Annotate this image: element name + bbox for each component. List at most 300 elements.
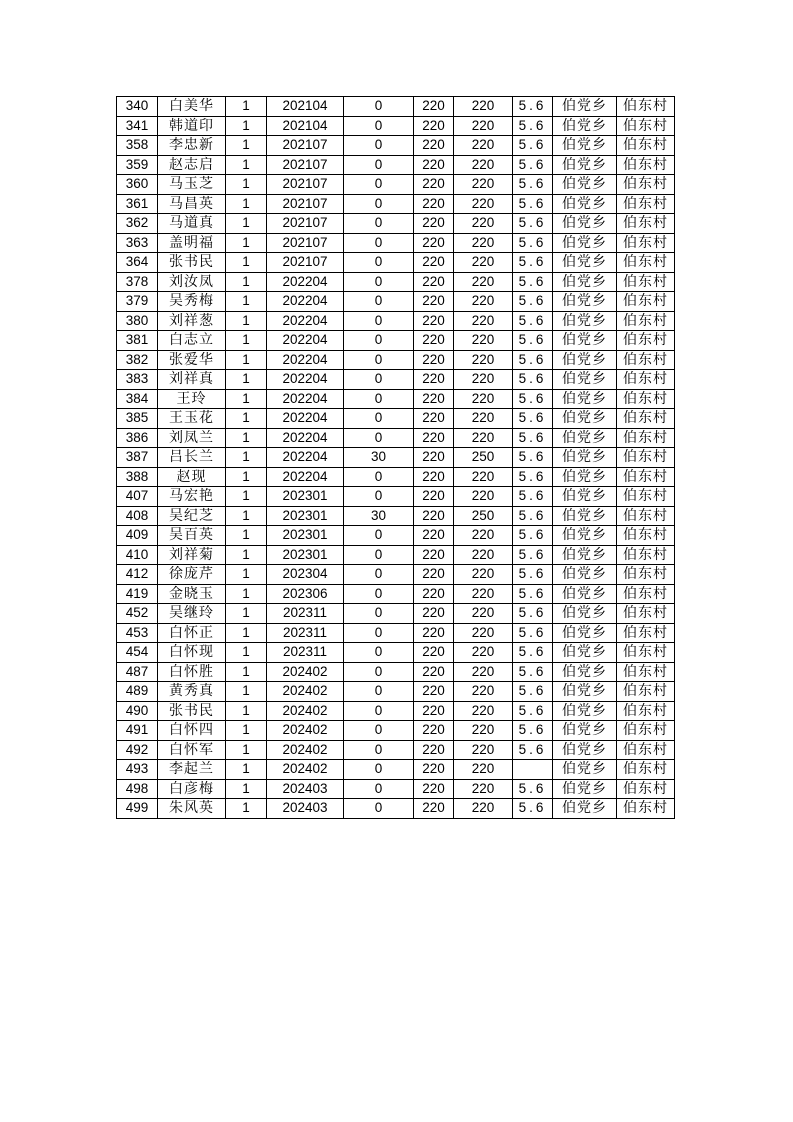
table-row [117, 799, 675, 819]
rate-cell: 5.6 [513, 526, 553, 546]
total-amount-cell: 220 [454, 233, 513, 253]
person-name-cell: 金晓玉 [158, 584, 226, 604]
person-name-cell: 李起兰 [158, 760, 226, 780]
rate-cell: 5.6 [513, 97, 553, 117]
person-name-cell: 赵志启 [158, 155, 226, 175]
count-cell: 1 [226, 311, 267, 331]
table-row [117, 233, 675, 253]
record-id-cell: 382 [117, 350, 158, 370]
total-amount-cell: 220 [454, 760, 513, 780]
total-amount-cell: 220 [454, 701, 513, 721]
township-cell: 伯党乡 [553, 389, 617, 409]
table-row [117, 97, 675, 117]
base-amount-cell: 220 [414, 526, 454, 546]
table-row [117, 526, 675, 546]
extra-amount-cell: 0 [344, 467, 414, 487]
extra-amount-cell: 0 [344, 350, 414, 370]
rate-cell: 5.6 [513, 740, 553, 760]
record-id-cell: 407 [117, 487, 158, 507]
extra-amount-cell: 0 [344, 682, 414, 702]
village-cell: 伯东村 [617, 136, 675, 156]
village-cell: 伯东村 [617, 487, 675, 507]
extra-amount-cell: 0 [344, 155, 414, 175]
person-name-cell: 张书民 [158, 701, 226, 721]
person-name-cell: 马宏艳 [158, 487, 226, 507]
rate-cell: 5.6 [513, 389, 553, 409]
village-cell: 伯东村 [617, 701, 675, 721]
village-cell: 伯东村 [617, 623, 675, 643]
township-cell: 伯党乡 [553, 799, 617, 819]
person-name-cell: 白怀胜 [158, 662, 226, 682]
count-cell: 1 [226, 604, 267, 624]
base-amount-cell: 220 [414, 389, 454, 409]
township-cell: 伯党乡 [553, 623, 617, 643]
rate-cell: 5.6 [513, 682, 553, 702]
base-amount-cell: 220 [414, 701, 454, 721]
record-id-cell: 381 [117, 331, 158, 351]
month-cell: 202107 [267, 155, 344, 175]
total-amount-cell: 220 [454, 370, 513, 390]
extra-amount-cell: 0 [344, 526, 414, 546]
count-cell: 1 [226, 760, 267, 780]
extra-amount-cell: 0 [344, 136, 414, 156]
count-cell: 1 [226, 253, 267, 273]
extra-amount-cell: 0 [344, 643, 414, 663]
total-amount-cell: 220 [454, 214, 513, 234]
record-id-cell: 491 [117, 721, 158, 741]
township-cell: 伯党乡 [553, 721, 617, 741]
person-name-cell: 白美华 [158, 97, 226, 117]
extra-amount-cell: 0 [344, 760, 414, 780]
month-cell: 202301 [267, 545, 344, 565]
record-id-cell: 380 [117, 311, 158, 331]
month-cell: 202204 [267, 467, 344, 487]
month-cell: 202204 [267, 311, 344, 331]
count-cell: 1 [226, 467, 267, 487]
month-cell: 202402 [267, 682, 344, 702]
township-cell: 伯党乡 [553, 643, 617, 663]
record-id-cell: 410 [117, 545, 158, 565]
count-cell: 1 [226, 331, 267, 351]
village-cell: 伯东村 [617, 682, 675, 702]
count-cell: 1 [226, 721, 267, 741]
table-body [117, 97, 675, 819]
month-cell: 202107 [267, 253, 344, 273]
base-amount-cell: 220 [414, 467, 454, 487]
table-row [117, 155, 675, 175]
record-id-cell: 364 [117, 253, 158, 273]
rate-cell: 5.6 [513, 721, 553, 741]
township-cell: 伯党乡 [553, 448, 617, 468]
extra-amount-cell: 0 [344, 370, 414, 390]
extra-amount-cell: 0 [344, 604, 414, 624]
record-id-cell: 360 [117, 175, 158, 195]
village-cell: 伯东村 [617, 409, 675, 429]
rate-cell: 5.6 [513, 662, 553, 682]
count-cell: 1 [226, 116, 267, 136]
township-cell: 伯党乡 [553, 565, 617, 585]
total-amount-cell: 220 [454, 136, 513, 156]
table-row [117, 779, 675, 799]
extra-amount-cell: 0 [344, 194, 414, 214]
table-row [117, 760, 675, 780]
base-amount-cell: 220 [414, 194, 454, 214]
month-cell: 202107 [267, 194, 344, 214]
total-amount-cell: 220 [454, 428, 513, 448]
village-cell: 伯东村 [617, 799, 675, 819]
person-name-cell: 刘汝凤 [158, 272, 226, 292]
count-cell: 1 [226, 155, 267, 175]
count-cell: 1 [226, 136, 267, 156]
count-cell: 1 [226, 662, 267, 682]
person-name-cell: 吴纪芝 [158, 506, 226, 526]
base-amount-cell: 220 [414, 370, 454, 390]
record-id-cell: 340 [117, 97, 158, 117]
table-row [117, 467, 675, 487]
record-id-cell: 412 [117, 565, 158, 585]
record-id-cell: 498 [117, 779, 158, 799]
base-amount-cell: 220 [414, 448, 454, 468]
township-cell: 伯党乡 [553, 331, 617, 351]
township-cell: 伯党乡 [553, 526, 617, 546]
table-row [117, 116, 675, 136]
month-cell: 202311 [267, 623, 344, 643]
person-name-cell: 张爱华 [158, 350, 226, 370]
township-cell: 伯党乡 [553, 350, 617, 370]
township-cell: 伯党乡 [553, 779, 617, 799]
base-amount-cell: 220 [414, 487, 454, 507]
table-row [117, 311, 675, 331]
village-cell: 伯东村 [617, 233, 675, 253]
subsidy-table [116, 96, 675, 819]
base-amount-cell: 220 [414, 740, 454, 760]
record-id-cell: 388 [117, 467, 158, 487]
table-row [117, 370, 675, 390]
person-name-cell: 白志立 [158, 331, 226, 351]
record-id-cell: 454 [117, 643, 158, 663]
total-amount-cell: 220 [454, 389, 513, 409]
record-id-cell: 386 [117, 428, 158, 448]
total-amount-cell: 220 [454, 311, 513, 331]
township-cell: 伯党乡 [553, 740, 617, 760]
record-id-cell: 490 [117, 701, 158, 721]
count-cell: 1 [226, 526, 267, 546]
month-cell: 202301 [267, 487, 344, 507]
month-cell: 202107 [267, 136, 344, 156]
table-row [117, 428, 675, 448]
person-name-cell: 马玉芝 [158, 175, 226, 195]
person-name-cell: 李忠新 [158, 136, 226, 156]
total-amount-cell: 220 [454, 526, 513, 546]
table-row [117, 272, 675, 292]
total-amount-cell: 220 [454, 350, 513, 370]
base-amount-cell: 220 [414, 721, 454, 741]
person-name-cell: 赵现 [158, 467, 226, 487]
table-row [117, 136, 675, 156]
record-id-cell: 409 [117, 526, 158, 546]
count-cell: 1 [226, 428, 267, 448]
person-name-cell: 朱风英 [158, 799, 226, 819]
village-cell: 伯东村 [617, 97, 675, 117]
table-row [117, 487, 675, 507]
count-cell: 1 [226, 506, 267, 526]
count-cell: 1 [226, 389, 267, 409]
table-row [117, 682, 675, 702]
township-cell: 伯党乡 [553, 214, 617, 234]
extra-amount-cell: 0 [344, 623, 414, 643]
total-amount-cell: 220 [454, 97, 513, 117]
total-amount-cell: 220 [454, 721, 513, 741]
month-cell: 202402 [267, 721, 344, 741]
total-amount-cell: 250 [454, 506, 513, 526]
total-amount-cell: 220 [454, 409, 513, 429]
table-row [117, 194, 675, 214]
month-cell: 202306 [267, 584, 344, 604]
record-id-cell: 383 [117, 370, 158, 390]
person-name-cell: 吴继玲 [158, 604, 226, 624]
month-cell: 202107 [267, 175, 344, 195]
table-row [117, 253, 675, 273]
record-id-cell: 358 [117, 136, 158, 156]
base-amount-cell: 220 [414, 350, 454, 370]
extra-amount-cell: 0 [344, 662, 414, 682]
month-cell: 202402 [267, 740, 344, 760]
record-id-cell: 452 [117, 604, 158, 624]
person-name-cell: 刘凤兰 [158, 428, 226, 448]
base-amount-cell: 220 [414, 779, 454, 799]
total-amount-cell: 220 [454, 584, 513, 604]
table-row [117, 565, 675, 585]
table-row [117, 721, 675, 741]
month-cell: 202301 [267, 526, 344, 546]
total-amount-cell: 220 [454, 623, 513, 643]
record-id-cell: 387 [117, 448, 158, 468]
person-name-cell: 吴秀梅 [158, 292, 226, 312]
township-cell: 伯党乡 [553, 428, 617, 448]
total-amount-cell: 220 [454, 740, 513, 760]
table-row [117, 506, 675, 526]
rate-cell: 5.6 [513, 175, 553, 195]
village-cell: 伯东村 [617, 272, 675, 292]
count-cell: 1 [226, 565, 267, 585]
month-cell: 202204 [267, 389, 344, 409]
record-id-cell: 359 [117, 155, 158, 175]
rate-cell: 5.6 [513, 584, 553, 604]
rate-cell: 5.6 [513, 194, 553, 214]
base-amount-cell: 220 [414, 116, 454, 136]
village-cell: 伯东村 [617, 662, 675, 682]
record-id-cell: 362 [117, 214, 158, 234]
table-row [117, 643, 675, 663]
extra-amount-cell: 0 [344, 253, 414, 273]
count-cell: 1 [226, 175, 267, 195]
rate-cell: 5.6 [513, 506, 553, 526]
rate-cell: 5.6 [513, 370, 553, 390]
rate-cell: 5.6 [513, 311, 553, 331]
township-cell: 伯党乡 [553, 682, 617, 702]
count-cell: 1 [226, 448, 267, 468]
month-cell: 202402 [267, 760, 344, 780]
record-id-cell: 341 [117, 116, 158, 136]
month-cell: 202107 [267, 233, 344, 253]
township-cell: 伯党乡 [553, 370, 617, 390]
person-name-cell: 盖明福 [158, 233, 226, 253]
month-cell: 202204 [267, 331, 344, 351]
rate-cell: 5.6 [513, 253, 553, 273]
village-cell: 伯东村 [617, 467, 675, 487]
month-cell: 202204 [267, 370, 344, 390]
base-amount-cell: 220 [414, 97, 454, 117]
person-name-cell: 吴百英 [158, 526, 226, 546]
village-cell: 伯东村 [617, 779, 675, 799]
count-cell: 1 [226, 584, 267, 604]
person-name-cell: 白怀现 [158, 643, 226, 663]
township-cell: 伯党乡 [553, 311, 617, 331]
village-cell: 伯东村 [617, 760, 675, 780]
township-cell: 伯党乡 [553, 662, 617, 682]
table-row [117, 740, 675, 760]
record-id-cell: 384 [117, 389, 158, 409]
total-amount-cell: 220 [454, 779, 513, 799]
count-cell: 1 [226, 545, 267, 565]
person-name-cell: 刘祥真 [158, 370, 226, 390]
extra-amount-cell: 0 [344, 721, 414, 741]
rate-cell: 5.6 [513, 779, 553, 799]
village-cell: 伯东村 [617, 331, 675, 351]
village-cell: 伯东村 [617, 389, 675, 409]
table-row [117, 604, 675, 624]
count-cell: 1 [226, 799, 267, 819]
township-cell: 伯党乡 [553, 175, 617, 195]
record-id-cell: 487 [117, 662, 158, 682]
extra-amount-cell: 0 [344, 233, 414, 253]
count-cell: 1 [226, 350, 267, 370]
month-cell: 202301 [267, 506, 344, 526]
base-amount-cell: 220 [414, 175, 454, 195]
rate-cell: 5.6 [513, 409, 553, 429]
extra-amount-cell: 0 [344, 565, 414, 585]
month-cell: 202107 [267, 214, 344, 234]
record-id-cell: 499 [117, 799, 158, 819]
rate-cell: 5.6 [513, 292, 553, 312]
extra-amount-cell: 0 [344, 799, 414, 819]
table-row [117, 389, 675, 409]
month-cell: 202204 [267, 292, 344, 312]
table-row [117, 545, 675, 565]
township-cell: 伯党乡 [553, 604, 617, 624]
village-cell: 伯东村 [617, 292, 675, 312]
table-row [117, 350, 675, 370]
person-name-cell: 马昌英 [158, 194, 226, 214]
count-cell: 1 [226, 214, 267, 234]
extra-amount-cell: 0 [344, 214, 414, 234]
rate-cell: 5.6 [513, 448, 553, 468]
village-cell: 伯东村 [617, 253, 675, 273]
township-cell: 伯党乡 [553, 292, 617, 312]
base-amount-cell: 220 [414, 331, 454, 351]
base-amount-cell: 220 [414, 409, 454, 429]
village-cell: 伯东村 [617, 175, 675, 195]
table-row [117, 701, 675, 721]
table-row [117, 623, 675, 643]
base-amount-cell: 220 [414, 662, 454, 682]
person-name-cell: 吕长兰 [158, 448, 226, 468]
village-cell: 伯东村 [617, 565, 675, 585]
month-cell: 202204 [267, 448, 344, 468]
rate-cell: 5.6 [513, 136, 553, 156]
extra-amount-cell: 30 [344, 506, 414, 526]
rate-cell: 5.6 [513, 799, 553, 819]
extra-amount-cell: 0 [344, 389, 414, 409]
count-cell: 1 [226, 292, 267, 312]
base-amount-cell: 220 [414, 506, 454, 526]
person-name-cell: 王玲 [158, 389, 226, 409]
base-amount-cell: 220 [414, 253, 454, 273]
township-cell: 伯党乡 [553, 760, 617, 780]
month-cell: 202104 [267, 97, 344, 117]
month-cell: 202311 [267, 604, 344, 624]
total-amount-cell: 220 [454, 272, 513, 292]
township-cell: 伯党乡 [553, 253, 617, 273]
table-row [117, 175, 675, 195]
total-amount-cell: 220 [454, 253, 513, 273]
base-amount-cell: 220 [414, 604, 454, 624]
base-amount-cell: 220 [414, 760, 454, 780]
rate-cell: 5.6 [513, 331, 553, 351]
extra-amount-cell: 30 [344, 448, 414, 468]
extra-amount-cell: 0 [344, 584, 414, 604]
village-cell: 伯东村 [617, 643, 675, 663]
total-amount-cell: 250 [454, 448, 513, 468]
month-cell: 202402 [267, 701, 344, 721]
base-amount-cell: 220 [414, 136, 454, 156]
village-cell: 伯东村 [617, 428, 675, 448]
total-amount-cell: 220 [454, 545, 513, 565]
base-amount-cell: 220 [414, 311, 454, 331]
base-amount-cell: 220 [414, 428, 454, 448]
month-cell: 202204 [267, 272, 344, 292]
person-name-cell: 白怀军 [158, 740, 226, 760]
village-cell: 伯东村 [617, 584, 675, 604]
extra-amount-cell: 0 [344, 311, 414, 331]
record-id-cell: 385 [117, 409, 158, 429]
count-cell: 1 [226, 487, 267, 507]
base-amount-cell: 220 [414, 292, 454, 312]
month-cell: 202311 [267, 643, 344, 663]
rate-cell: 5.6 [513, 350, 553, 370]
person-name-cell: 马道真 [158, 214, 226, 234]
rate-cell: 5.6 [513, 701, 553, 721]
rate-cell: 5.6 [513, 155, 553, 175]
person-name-cell: 王玉花 [158, 409, 226, 429]
rate-cell: 5.6 [513, 604, 553, 624]
record-id-cell: 489 [117, 682, 158, 702]
count-cell: 1 [226, 682, 267, 702]
rate-cell: 5.6 [513, 116, 553, 136]
extra-amount-cell: 0 [344, 545, 414, 565]
extra-amount-cell: 0 [344, 701, 414, 721]
person-name-cell: 白怀四 [158, 721, 226, 741]
village-cell: 伯东村 [617, 194, 675, 214]
base-amount-cell: 220 [414, 682, 454, 702]
total-amount-cell: 220 [454, 292, 513, 312]
rate-cell: 5.6 [513, 487, 553, 507]
month-cell: 202403 [267, 799, 344, 819]
extra-amount-cell: 0 [344, 740, 414, 760]
count-cell: 1 [226, 740, 267, 760]
record-id-cell: 492 [117, 740, 158, 760]
township-cell: 伯党乡 [553, 467, 617, 487]
